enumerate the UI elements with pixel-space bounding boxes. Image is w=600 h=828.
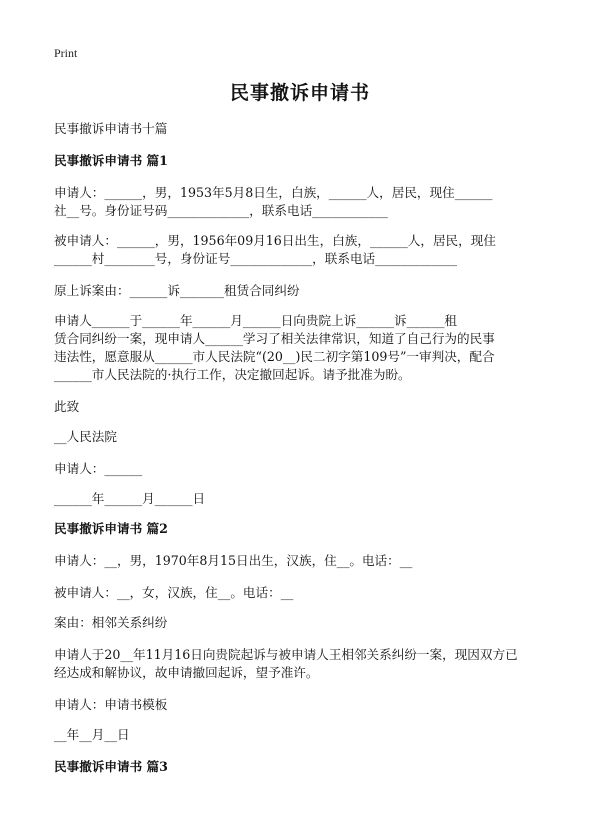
section-1-respondent-line-1: 被申请人：______，男，1956年09月16日出生，白族，______人，居民，现住: [54, 233, 496, 248]
section-1-body-line-1: 申请人______于______年______月______日向贵院上诉______诉______租: [54, 313, 457, 328]
section-1-body-line-2: 赁合同纠纷一案，现申请人______学习了相关法律常识，知道了自己行为的民事: [54, 331, 495, 346]
print-link[interactable]: Print: [54, 46, 78, 60]
section-1-signature: 申请人：______: [54, 461, 143, 476]
document-subtitle: 民事撤诉申请书十篇: [54, 121, 168, 136]
section-2-applicant: 申请人：__，男，1970年8月15日出生，汉族，住__。电话：__: [54, 553, 413, 568]
section-1-court: __人民法院: [54, 429, 117, 444]
section-1-date: ______年______月______日: [54, 491, 206, 506]
section-1-applicant-line-2: 社__号。身份证号码_____________，联系电话____________: [54, 203, 388, 218]
section-2-heading: 民事撤诉申请书 篇2: [54, 521, 168, 536]
section-1-case: 原上诉案由：______诉_______租赁合同纠纷: [54, 283, 300, 298]
section-1-respondent-line-2: ______村________号，身份证号_____________，联系电话_____________: [54, 251, 457, 266]
section-2-signature: 申请人：申请书模板: [54, 697, 168, 712]
section-1-body-line-4: ______市人民法院的·执行工作，决定撤回起诉。请予批准为盼。: [54, 367, 411, 382]
section-1-applicant-line-1: 申请人：______，男，1953年5月8日生，白族，______人，居民，现住______: [54, 185, 493, 200]
section-2-case: 案由：相邻关系纠纷: [54, 615, 168, 630]
section-2-date: __年__月__日: [54, 727, 130, 742]
section-2-body-line-1: 申请人于20__年11月16日向贵院起诉与被申请人王相邻关系纠纷一案，现因双方已: [54, 647, 518, 662]
section-1-salutation: 此致: [54, 399, 80, 414]
section-3-heading: 民事撤诉申请书 篇3: [54, 759, 168, 774]
section-2-respondent: 被申请人：__，女，汉族，住__。电话：__: [54, 585, 294, 600]
section-1-body-line-3: 违法性，愿意服从______市人民法院“(20__)民二初字第109号”一审判决，配合: [54, 349, 495, 364]
document-title: 民事撤诉申请书: [229, 82, 370, 104]
section-2-body-line-2: 经达成和解协议，故申请撤回起诉，望予准许。: [54, 665, 319, 680]
section-1-heading: 民事撤诉申请书 篇1: [54, 153, 168, 168]
